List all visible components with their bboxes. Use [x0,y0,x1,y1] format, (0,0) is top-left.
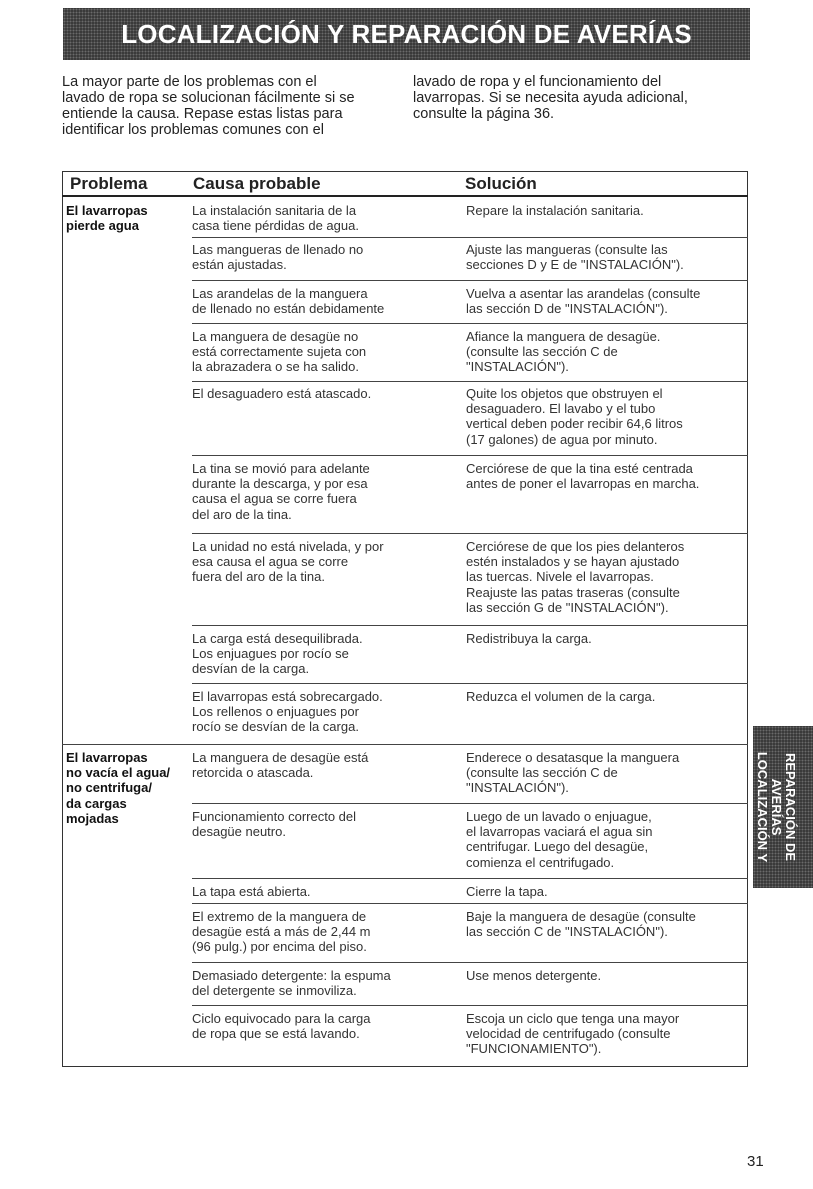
page-number: 31 [747,1153,764,1170]
cause-line: de llenado no están debidamente [192,301,385,317]
row-divider [192,903,748,904]
solution-line: Enderece o desatasque la manguera [466,750,680,765]
solution-line: Afiance la manguera de desagüe. [466,329,661,344]
solution-line: las sección G de "INSTALACIÓN"). [466,599,669,615]
solution-line: Reajuste las patas traseras (consulte [466,584,680,600]
solution-cell [466,909,696,939]
intro-line: identificar los problemas comunes con el [62,122,324,138]
cause-line: la abrazadera o se ha salido. [192,359,359,375]
row-divider [192,455,748,456]
side-tab-line: REPARACIÓN DE AVERÍAS [769,752,798,862]
solution-cell [466,689,655,704]
solution-line: Vuelva a asentar las arandelas (consulte [466,286,701,301]
cause-line: fuera del aro de la tina. [192,569,325,585]
cause-line: El desaguadero está atascado. [192,386,372,401]
cause-line: del aro de la tina. [192,506,292,522]
problem-label [66,750,170,826]
solution-line: Redistribuya la carga. [466,631,592,646]
solution-line: las sección C de "INSTALACIÓN"). [466,924,668,940]
cause-line: esa causa el agua se corre [192,554,349,570]
cause-line: desagüe neutro. [192,824,286,840]
solution-line: Cierre la tapa. [466,884,548,899]
solution-line: Repare la instalación sanitaria. [466,203,644,218]
solution-line: Cerciórese de que la tina esté centrada [466,461,693,476]
solution-line: antes de poner el lavarropas en marcha. [466,476,700,492]
solution-cell [466,1011,679,1057]
intro-left-column [62,74,355,138]
cause-line: durante la descarga, y por esa [192,476,368,492]
solution-line: (17 galones) de agua por minuto. [466,431,658,447]
column-header-problem: Problema [70,174,148,193]
cause-line: retorcida o atascada. [192,765,314,781]
solution-line: Reduzca el volumen de la carga. [466,689,656,704]
cause-cell [192,286,384,316]
intro-right-column [413,74,688,122]
solution-line: desaguadero. El lavabo y el tubo [466,401,656,417]
cause-cell [192,461,370,522]
solution-cell [466,809,652,870]
cause-line: Funcionamiento correcto del [192,809,357,824]
cause-cell [192,329,366,375]
solution-cell [466,750,679,796]
intro-line: lavado de ropa se solucionan fácilmente si se [62,90,355,106]
solution-line: Baje la manguera de desagüe (consulte [466,909,696,924]
cause-line: desagüe está a más de 2,44 m [192,924,371,940]
cause-cell [192,750,368,780]
problem-line: no vacía el agua/ [66,765,171,781]
group-divider [62,744,748,745]
cause-line: rocío se desvían de la carga. [192,719,359,735]
cause-line: La instalación sanitaria de la [192,203,357,218]
solution-line: comienza el centrifugado. [466,854,615,870]
row-divider [192,625,748,626]
row-divider [192,962,748,963]
solution-line: Use menos detergente. [466,968,602,983]
cause-line: Las mangueras de llenado no [192,242,364,257]
solution-cell [466,631,592,646]
solution-line: Escoja un ciclo que tenga una mayor [466,1011,680,1026]
solution-line: "INSTALACIÓN"). [466,780,569,796]
solution-line: las sección D de "INSTALACIÓN"). [466,301,668,317]
intro-line: lavado de ropa y el funcionamiento del [413,74,662,90]
column-header-solution: Solución [465,174,537,193]
problem-line: El lavarropas [66,203,148,218]
section-header-banner [63,8,750,60]
cause-line: La unidad no está nivelada, y por [192,539,384,554]
solution-line: (consulte las sección C de [466,344,618,360]
solution-cell [466,286,700,316]
cause-cell [192,631,363,677]
cause-cell [192,884,311,899]
solution-cell [466,242,684,272]
cause-line: Ciclo equivocado para la carga [192,1011,371,1026]
cause-cell [192,539,384,585]
cause-cell [192,242,363,272]
problem-label [66,203,148,233]
cause-line: Los rellenos o enjuagues por [192,704,359,720]
solution-line: "FUNCIONAMIENTO"). [466,1041,602,1057]
cause-line: está correctamente sujeta con [192,344,367,360]
cause-cell [192,968,391,998]
cause-line: de ropa que se está lavando. [192,1026,360,1042]
cause-line: del detergente se inmoviliza. [192,983,357,999]
cause-line: La carga está desequilibrada. [192,631,363,646]
solution-line: Cerciórese de que los pies delanteros [466,539,685,554]
cause-line: Demasiado detergente: la espuma [192,968,391,983]
cause-line: La tapa está abierta. [192,884,311,899]
cause-cell [192,1011,371,1041]
page-title: LOCALIZACIÓN Y REPARACIÓN DE AVERÍAS [121,19,692,49]
side-tab-label [753,726,813,888]
cause-cell [192,689,383,735]
solution-line: Luego de un lavado o enjuague, [466,809,652,824]
section-side-tab [753,726,813,888]
solution-line: las tuercas. Nivele el lavarropas. [466,569,654,585]
side-tab-line: LOCALIZACIÓN Y [755,751,770,863]
solution-line: secciones D y E de "INSTALACIÓN"). [466,257,684,273]
cause-line: La manguera de desagüe está [192,750,369,765]
table-header [62,171,748,197]
row-divider [192,237,748,238]
solution-cell [466,203,644,218]
cause-cell [192,809,356,839]
intro-line: lavarropas. Si se necesita ayuda adicional, [413,90,688,106]
solution-cell [466,884,548,899]
solution-cell [466,461,699,491]
problem-line: da cargas [66,795,127,811]
solution-line: el lavarropas vaciará el agua sin [466,824,653,840]
row-divider [192,280,748,281]
row-divider [192,683,748,684]
cause-line: desvían de la carga. [192,661,310,677]
cause-line: casa tiene pérdidas de agua. [192,218,359,234]
solution-line: centrifugar. Luego del desagüe, [466,839,649,855]
cause-line: Las arandelas de la manguera [192,286,368,301]
cause-cell [192,386,371,401]
row-divider [192,533,748,534]
intro-line: consulte la página 36. [413,106,555,122]
solution-line: estén instalados y se hayan ajustado [466,554,680,570]
cause-line: La tina se movió para adelante [192,461,370,476]
cause-line: El lavarropas está sobrecargado. [192,689,383,704]
problem-line: no centrifuga/ [66,780,152,796]
row-divider [192,323,748,324]
cause-line: La manguera de desagüe no [192,329,359,344]
cause-line: El extremo de la manguera de [192,909,367,924]
row-divider [192,381,748,382]
column-header-cause: Causa probable [193,174,321,193]
cause-cell [192,203,359,233]
solution-line: vertical deben poder recibir 64,6 litros [466,416,683,432]
cause-line: (96 pulg.) por encima del piso. [192,939,367,955]
intro-line: entiende la causa. Repase estas listas para [62,106,343,122]
solution-line: "INSTALACIÓN"). [466,359,569,375]
cause-line: están ajustadas. [192,257,287,273]
problem-line: pierde agua [66,218,139,234]
problem-line: El lavarropas [66,750,148,765]
solution-cell [466,329,660,375]
solution-line: (consulte las sección C de [466,765,618,781]
problem-line: mojadas [66,810,119,826]
solution-cell [466,539,684,615]
intro-line: La mayor parte de los problemas con el [62,74,317,90]
solution-line: Ajuste las mangueras (consulte las [466,242,668,257]
solution-cell [466,968,601,983]
cause-cell [192,909,371,955]
solution-line: velocidad de centrifugado (consulte [466,1026,671,1042]
row-divider [192,878,748,879]
solution-line: Quite los objetos que obstruyen el [466,386,663,401]
row-divider [192,803,748,804]
cause-line: causa el agua se corre fuera [192,491,357,507]
row-divider [192,1005,748,1006]
solution-cell [466,386,683,447]
cause-line: Los enjuagues por rocío se [192,646,349,662]
